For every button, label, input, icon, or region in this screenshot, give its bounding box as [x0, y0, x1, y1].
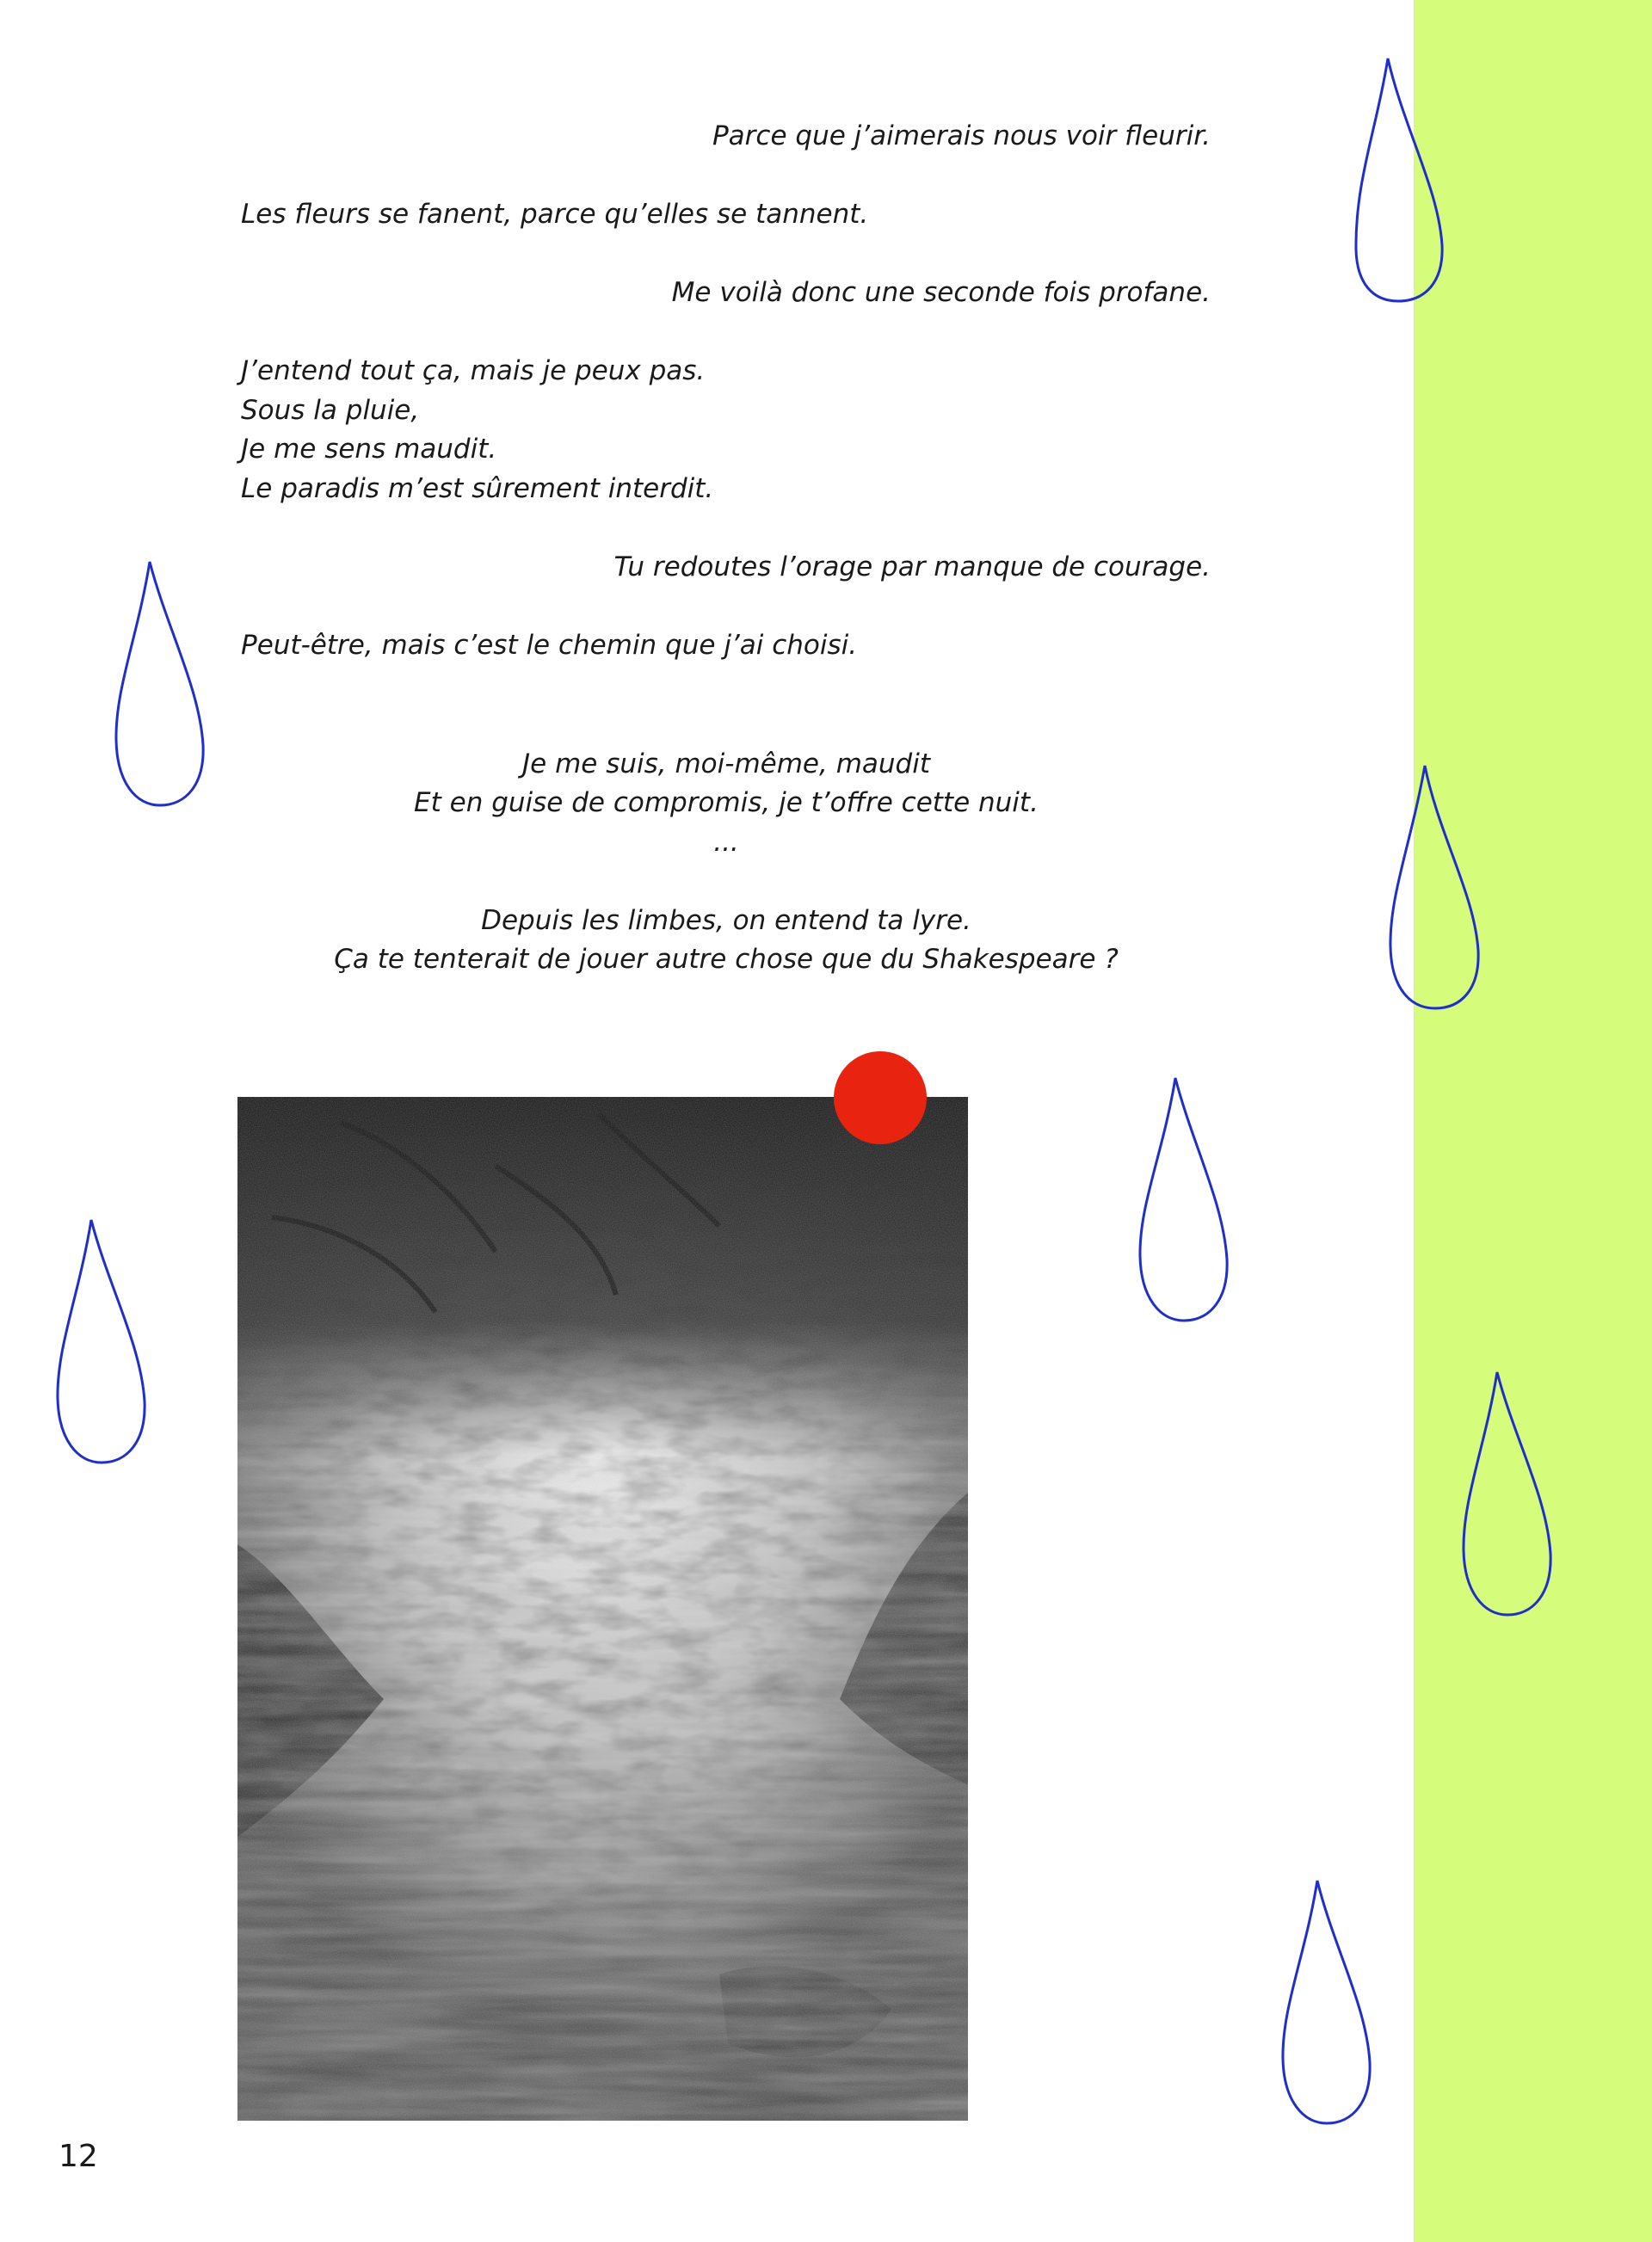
red-circle	[834, 1051, 927, 1144]
poem-line: J’entend tout ça, mais je peux pas.	[241, 355, 706, 386]
page-number: 12	[59, 2139, 98, 2174]
green-side-band	[1414, 0, 1652, 2242]
raindrop-outline-icon	[116, 562, 203, 805]
raindrop-outline-icon	[1140, 1078, 1227, 1321]
poem-line: Me voilà donc une seconde fois profane.	[671, 277, 1211, 308]
poem-line: Je me sens maudit.	[241, 434, 497, 465]
poem-line: ...	[713, 827, 739, 858]
raindrop-outline-icon	[58, 1220, 145, 1463]
poem-line: Depuis les limbes, on entend ta lyre.	[481, 905, 971, 936]
poem-line: Et en guise de compromis, je t’offre cette nuit.	[414, 787, 1039, 818]
poem-line: Sous la pluie,	[241, 395, 420, 426]
poem-line: Parce que j’aimerais nous voir fleurir.	[712, 120, 1211, 151]
poem-line: Ça te tenterait de jouer autre chose que du Shakespeare ?	[334, 944, 1119, 975]
poem-line: Je me suis, moi-même, maudit	[522, 748, 930, 779]
poem-line: Peut-être, mais c’est le chemin que j’ai choisi.	[241, 630, 858, 661]
raindrop-outline-icon	[1283, 1881, 1370, 2123]
poem-line: Les fleurs se fanent, parce qu’elles se tannent.	[241, 199, 869, 230]
waterfall-photo	[237, 1097, 968, 2121]
poem-line: Le paradis m’est sûrement interdit.	[241, 473, 714, 504]
poem-line: Tu redoutes l’orage par manque de courage.	[613, 551, 1211, 582]
